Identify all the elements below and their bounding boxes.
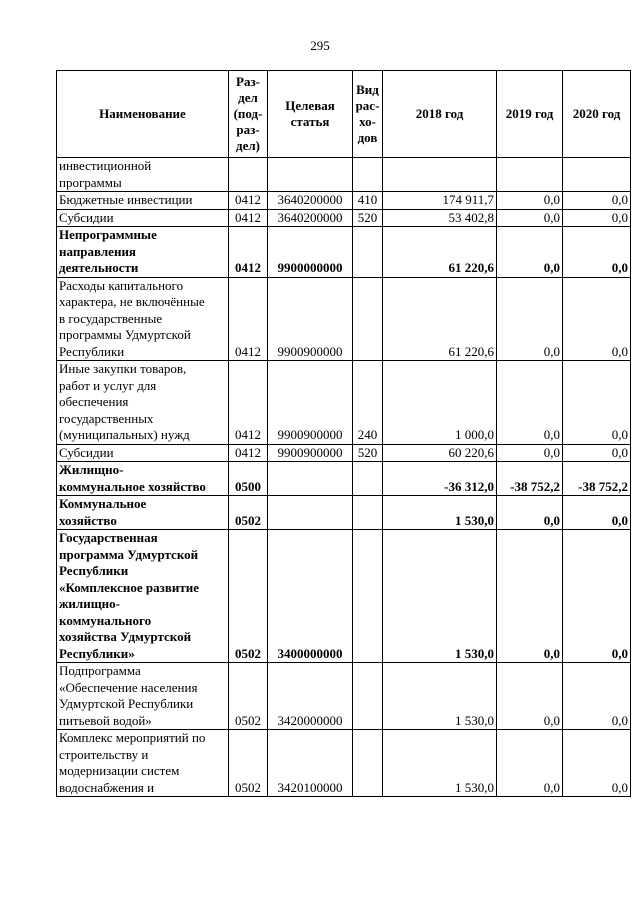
row-target: 3420000000 [268, 663, 353, 730]
row-target: 3640200000 [268, 192, 353, 210]
row-2019: 0,0 [497, 730, 563, 797]
row-section [229, 158, 268, 192]
row-expense-type [353, 227, 383, 278]
row-2020: 0,0 [563, 730, 631, 797]
row-expense-type [353, 530, 383, 663]
row-section: 0502 [229, 530, 268, 663]
row-2019 [497, 158, 563, 192]
row-2018: 61 220,6 [383, 227, 497, 278]
row-2020: 0,0 [563, 277, 631, 361]
row-target: 9900900000 [268, 277, 353, 361]
header-name: Наименование [57, 71, 229, 158]
row-section: 0412 [229, 361, 268, 445]
row-2019: 0,0 [497, 227, 563, 278]
row-2019: 0,0 [497, 663, 563, 730]
table-row [57, 530, 631, 663]
table-row [57, 158, 631, 192]
row-expense-type [353, 277, 383, 361]
row-section: 0502 [229, 663, 268, 730]
row-2020: 0,0 [563, 209, 631, 227]
table-row [57, 444, 631, 462]
row-2018 [383, 158, 497, 192]
row-2020: 0,0 [563, 444, 631, 462]
row-name: Государственная программа Удмуртской Республики «Комплексное развитие жилищно- коммунального хозяйства Удмуртской Республики» [57, 530, 229, 663]
row-2019: 0,0 [497, 530, 563, 663]
row-section: 0412 [229, 277, 268, 361]
row-section: 0500 [229, 462, 268, 496]
row-name: Непрограммные направления деятельности [57, 227, 229, 278]
row-2020: -38 752,2 [563, 462, 631, 496]
row-expense-type: 240 [353, 361, 383, 445]
row-2018: 53 402,8 [383, 209, 497, 227]
table-row [57, 361, 631, 445]
header-2020: 2020 год [563, 71, 631, 158]
table-row [57, 496, 631, 530]
row-2019: -38 752,2 [497, 462, 563, 496]
row-expense-type: 520 [353, 444, 383, 462]
row-name: Коммунальное хозяйство [57, 496, 229, 530]
table-row [57, 277, 631, 361]
row-2020: 0,0 [563, 496, 631, 530]
table-row [57, 462, 631, 496]
row-2019: 0,0 [497, 496, 563, 530]
row-target: 9900900000 [268, 444, 353, 462]
table-row [57, 663, 631, 730]
row-2020: 0,0 [563, 530, 631, 663]
row-2018: 1 530,0 [383, 730, 497, 797]
header-expense-type: Вид рас- хо- дов [353, 71, 383, 158]
row-name: Комплекс мероприятий по строительству и модернизации систем водоснабжения и [57, 730, 229, 797]
row-2020: 0,0 [563, 227, 631, 278]
row-name: Бюджетные инвестиции [57, 192, 229, 210]
row-2020: 0,0 [563, 361, 631, 445]
row-expense-type: 410 [353, 192, 383, 210]
header-target: Целевая статья [268, 71, 353, 158]
row-target [268, 158, 353, 192]
row-2019: 0,0 [497, 444, 563, 462]
row-target: 9900900000 [268, 361, 353, 445]
table-body [57, 158, 631, 797]
row-name: Подпрограмма «Обеспечение населения Удмуртской Республики питьевой водой» [57, 663, 229, 730]
row-name: инвестиционной программы [57, 158, 229, 192]
row-2018: 1 530,0 [383, 663, 497, 730]
table-row [57, 192, 631, 210]
header-2019: 2019 год [497, 71, 563, 158]
row-2018: 1 530,0 [383, 496, 497, 530]
row-target: 3400000000 [268, 530, 353, 663]
row-section: 0502 [229, 730, 268, 797]
row-2018: 61 220,6 [383, 277, 497, 361]
row-target [268, 462, 353, 496]
row-target: 9900000000 [268, 227, 353, 278]
row-section: 0502 [229, 496, 268, 530]
row-2018: 60 220,6 [383, 444, 497, 462]
header-row [57, 71, 631, 158]
table-row [57, 209, 631, 227]
row-2020 [563, 158, 631, 192]
row-expense-type [353, 158, 383, 192]
page-number: 295 [310, 38, 330, 53]
row-2020: 0,0 [563, 192, 631, 210]
row-2018: 1 530,0 [383, 530, 497, 663]
row-name: Иные закупки товаров, работ и услуг для обеспечения государственных (муниципальных) нужд [57, 361, 229, 445]
row-2020: 0,0 [563, 663, 631, 730]
header-section: Раз- дел (под- раз- дел) [229, 71, 268, 158]
row-2019: 0,0 [497, 361, 563, 445]
row-target: 3420100000 [268, 730, 353, 797]
row-section: 0412 [229, 209, 268, 227]
row-expense-type [353, 462, 383, 496]
row-name: Субсидии [57, 444, 229, 462]
row-2019: 0,0 [497, 192, 563, 210]
row-expense-type [353, 496, 383, 530]
row-2018: 174 911,7 [383, 192, 497, 210]
row-section: 0412 [229, 227, 268, 278]
row-2018: -36 312,0 [383, 462, 497, 496]
row-2019: 0,0 [497, 209, 563, 227]
row-name: Субсидии [57, 209, 229, 227]
row-expense-type [353, 730, 383, 797]
row-name: Жилищно- коммунальное хозяйство [57, 462, 229, 496]
row-expense-type [353, 663, 383, 730]
row-expense-type: 520 [353, 209, 383, 227]
row-name: Расходы капитального характера, не включённые в государственные программы Удмуртской Республики [57, 277, 229, 361]
row-target: 3640200000 [268, 209, 353, 227]
table-row [57, 730, 631, 797]
header-2018: 2018 год [383, 71, 497, 158]
budget-table [56, 70, 631, 797]
row-2019: 0,0 [497, 277, 563, 361]
row-2018: 1 000,0 [383, 361, 497, 445]
table-row [57, 227, 631, 278]
row-section: 0412 [229, 192, 268, 210]
row-target [268, 496, 353, 530]
row-section: 0412 [229, 444, 268, 462]
